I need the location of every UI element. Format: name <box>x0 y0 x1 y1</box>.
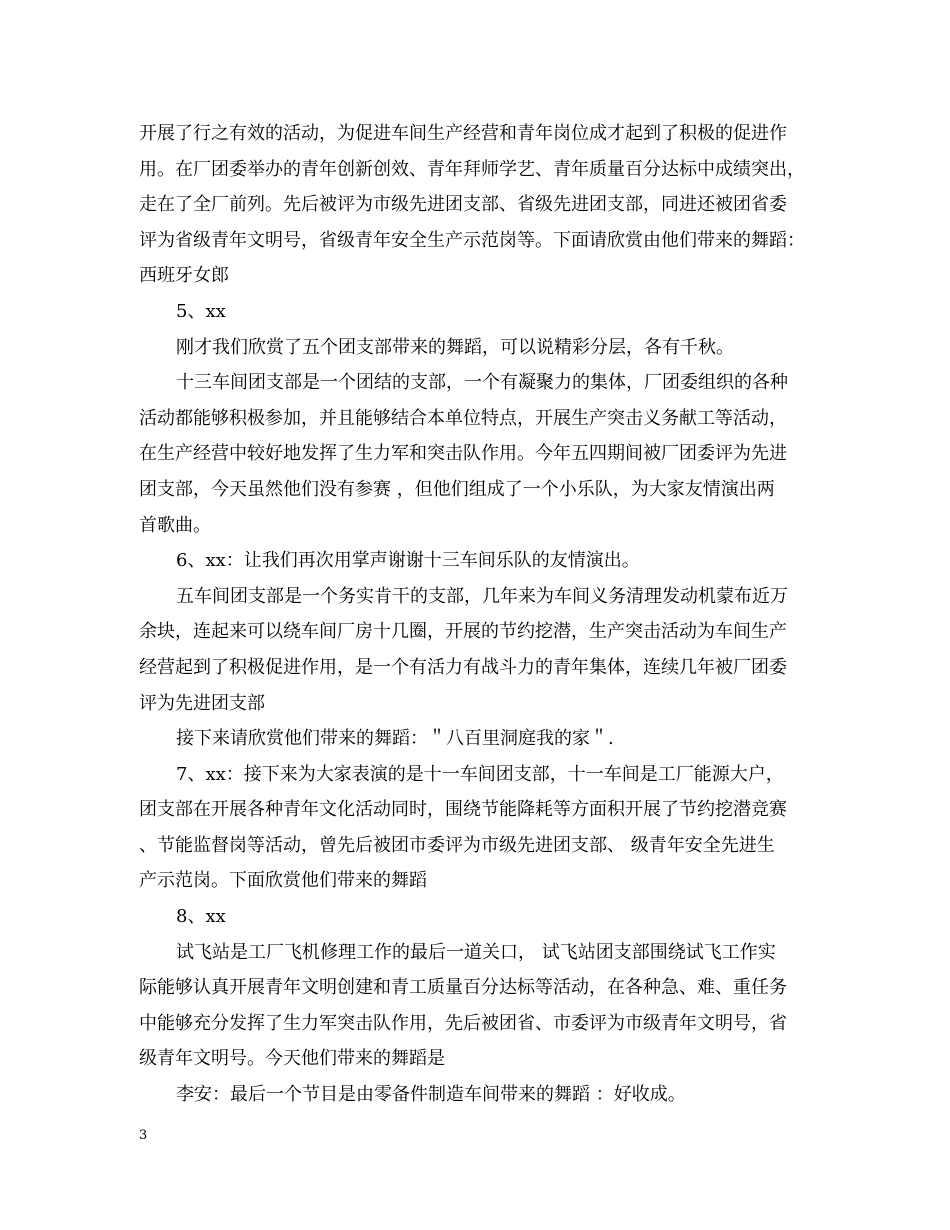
text-line: 团支部在开展各种青年文化活动同时，围绕节能降耗等方面积开展了节约挖潜竞赛 <box>139 799 787 821</box>
text-line: 评为先进团支部 <box>139 692 265 714</box>
text-line: 评为省级青年文明号，省级青年安全生产示范岗等。下面请欣赏由他们带来的舞蹈： <box>139 229 805 251</box>
text-line: 五车间团支部是一个务实肯干的支部，几年来为车间义务清理发动机蒙布近万 <box>176 585 788 607</box>
text-line: 5、xx <box>176 300 226 322</box>
text-line: 7、xx：接下来为大家表演的是十一车间团支部，十一车间是工厂能源大户， <box>176 763 784 785</box>
text-line: 8、xx <box>176 906 226 928</box>
text-line: 中能够充分发挥了生力军突击队作用，先后被团省、市委评为市级青年文明号，省 <box>139 1012 787 1034</box>
text-line: 李安：最后一个节目是由零备件制造车间带来的舞蹈 ：好收成。 <box>176 1084 686 1106</box>
text-line: 活动都能够积极参加，并且能够结合本单位特点，开展生产突击义务献工等活动， <box>139 407 787 429</box>
text-line: 试飞站是工厂飞机修理工作的最后一道关口， 试飞站团支部围绕试飞工作实 <box>176 941 776 963</box>
text-line: 际能够认真开展青年文明创建和青工质量百分达标等活动，在各种急、难、重任务 <box>139 977 787 999</box>
text-line: 刚才我们欣赏了五个团支部带来的舞蹈，可以说精彩分层，各有千秋。 <box>176 336 734 358</box>
text-line: 6、xx：让我们再次用掌声谢谢十三车间乐队的友情演出。 <box>176 550 640 572</box>
text-line: 用。在厂团委举办的青年创新创效、青年拜师学艺、青年质量百分达标中成绩突出， <box>139 158 805 180</box>
page-number: 3 <box>139 1128 148 1143</box>
text-line: 开展了行之有效的活动，为促进车间生产经营和青年岗位成才起到了积极的促进作 <box>139 123 787 144</box>
text-line: 余块，连起来可以绕车间厂房十几圈，开展的节约挖潜，生产突击活动为车间生产 <box>139 621 787 643</box>
text-line: 、节能监督岗等活动，曾先后被团市委评为市级先进团支部、 级青年安全先进生 <box>139 834 775 856</box>
text-line: 级青年文明号。今天他们带来的舞蹈是 <box>139 1048 445 1070</box>
text-line: 首歌曲。 <box>139 514 211 536</box>
text-line: 产示范岗。下面欣赏他们带来的舞蹈 <box>139 870 427 892</box>
text-line: 接下来请欣赏他们带来的舞蹈：＂八百里洞庭我的家＂. <box>176 728 614 750</box>
text-line: 团支部，今天虽然他们没有参赛 ，但他们组成了一个小乐队，为大家友情演出两 <box>139 478 775 500</box>
text-line: 十三车间团支部是一个团结的支部，一个有凝聚力的集体，厂团委组织的各种 <box>176 372 788 394</box>
document-body <box>139 116 815 1113</box>
text-line: 走在了全厂前列。先后被评为市级先进团支部、省级先进团支部，同进还被团省委 <box>139 194 787 216</box>
text-line: 西班牙女郎 <box>139 265 229 287</box>
text-line: 经营起到了积极促进作用，是一个有活力有战斗力的青年集体，连续几年被厂团委 <box>139 656 787 678</box>
text-line: 在生产经营中较好地发挥了生力军和突击队作用。今年五四期间被厂团委评为先进 <box>139 443 787 465</box>
